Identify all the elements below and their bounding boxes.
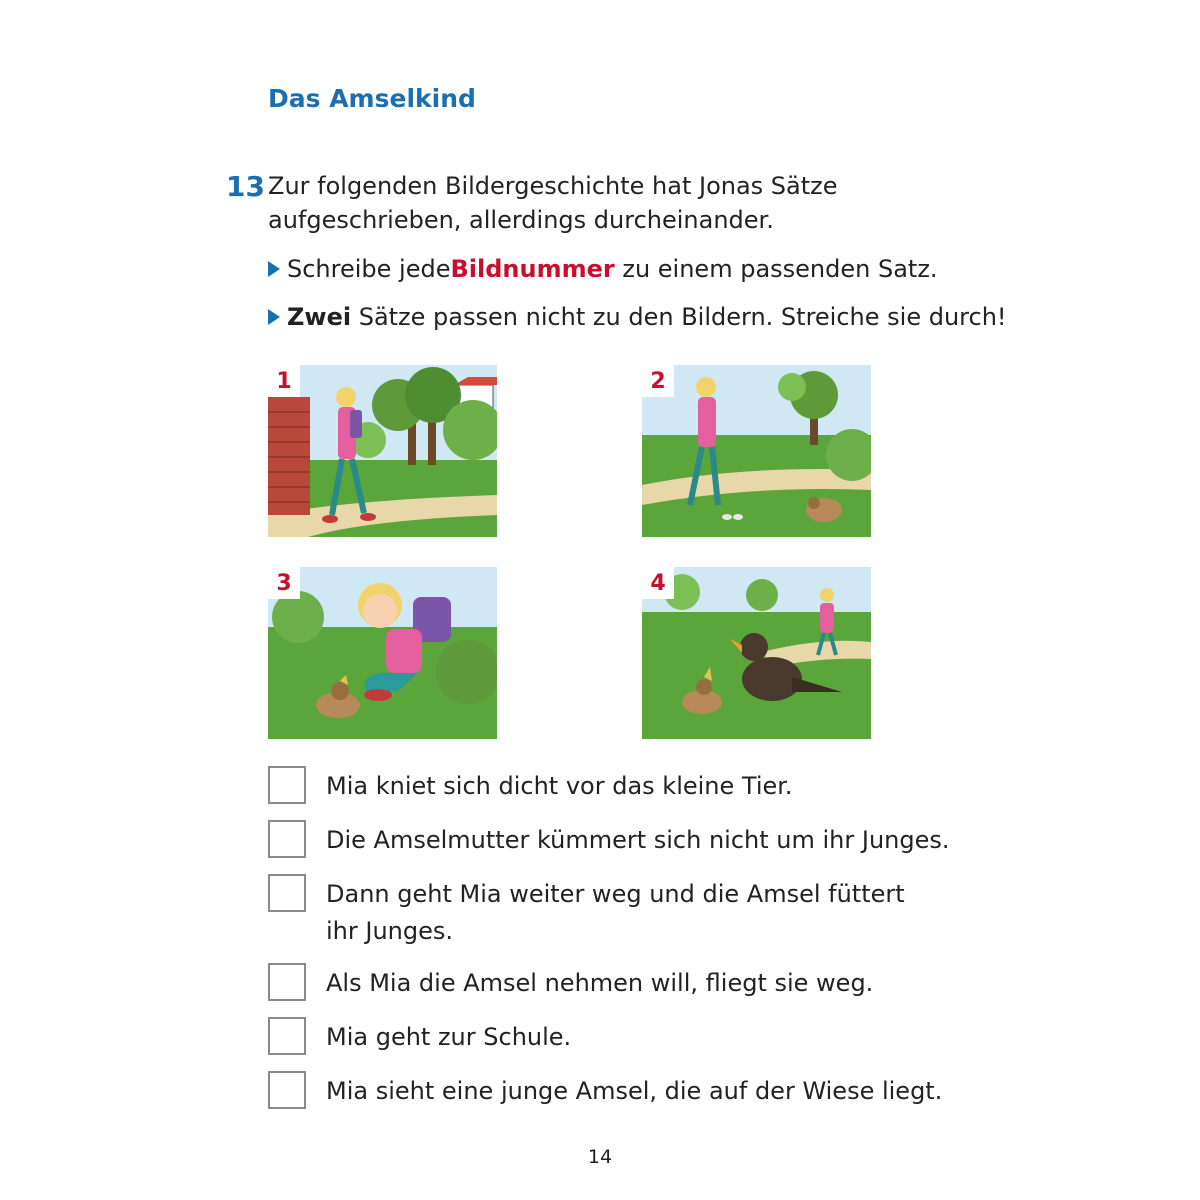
picture-1-illustration	[268, 365, 497, 537]
task-instruction: Zur folgenden Bildergeschichte hat Jonas Sätze aufgeschrieben, allerdings durcheinander.	[268, 172, 838, 234]
sentence-row-5	[268, 1017, 968, 1056]
answer-box-5[interactable]	[268, 1017, 306, 1055]
answer-box-6[interactable]	[268, 1071, 306, 1109]
sentence-text-5: Mia geht zur Schule.	[326, 1023, 572, 1051]
picture-number-1: 1	[268, 365, 300, 397]
answer-box-2[interactable]	[268, 820, 306, 858]
story-picture-3	[268, 567, 497, 739]
story-picture-4	[642, 567, 871, 739]
bullet-2-post: Sätze passen nicht zu den Bildern. Streiche sie durch!	[351, 303, 1007, 331]
bullet-2-bold: Zwei	[287, 303, 352, 331]
page-title: Das Amselkind	[268, 84, 476, 113]
answer-box-4[interactable]	[268, 963, 306, 1001]
picture-number-4: 4	[642, 567, 674, 599]
bullet-1-post: zu einem passenden Satz.	[614, 255, 938, 283]
bullet-1-bold: Bildnummer	[450, 255, 615, 283]
picture-3-illustration	[268, 567, 497, 739]
triangle-bullet-icon	[268, 309, 280, 325]
task-number: 13	[226, 170, 265, 203]
page-number: 14	[587, 1146, 613, 1168]
sentence-row-3	[268, 874, 968, 950]
sentence-text-1: Mia kniet sich dicht vor das kleine Tier.	[326, 772, 793, 800]
picture-2-illustration	[642, 365, 871, 537]
instruction-bullet-1	[268, 252, 938, 286]
picture-number-2: 2	[642, 365, 674, 397]
picture-number-3: 3	[268, 567, 300, 599]
sentence-row-6	[268, 1071, 968, 1110]
sentence-text-2: Die Amselmutter kümmert sich nicht um ihr Junges.	[326, 826, 950, 854]
sentence-text-6: Mia sieht eine junge Amsel, die auf der Wiese liegt.	[326, 1077, 943, 1105]
answer-box-3[interactable]	[268, 874, 306, 912]
bullet-1-pre: Schreibe jede	[287, 255, 451, 283]
sentence-row-2	[268, 820, 968, 859]
sentence-row-4	[268, 963, 968, 1002]
sentence-row-1	[268, 766, 968, 805]
sentence-text-4: Als Mia die Amsel nehmen will, fliegt sie weg.	[326, 969, 874, 997]
answer-box-1[interactable]	[268, 766, 306, 804]
story-picture-1	[268, 365, 497, 537]
sentence-text-3: Dann geht Mia weiter weg und die Amsel füttert ihr Junges.	[326, 880, 905, 945]
picture-4-illustration	[642, 567, 871, 739]
triangle-bullet-icon	[268, 261, 280, 277]
instruction-bullet-2	[268, 300, 1007, 334]
story-picture-2	[642, 365, 871, 537]
